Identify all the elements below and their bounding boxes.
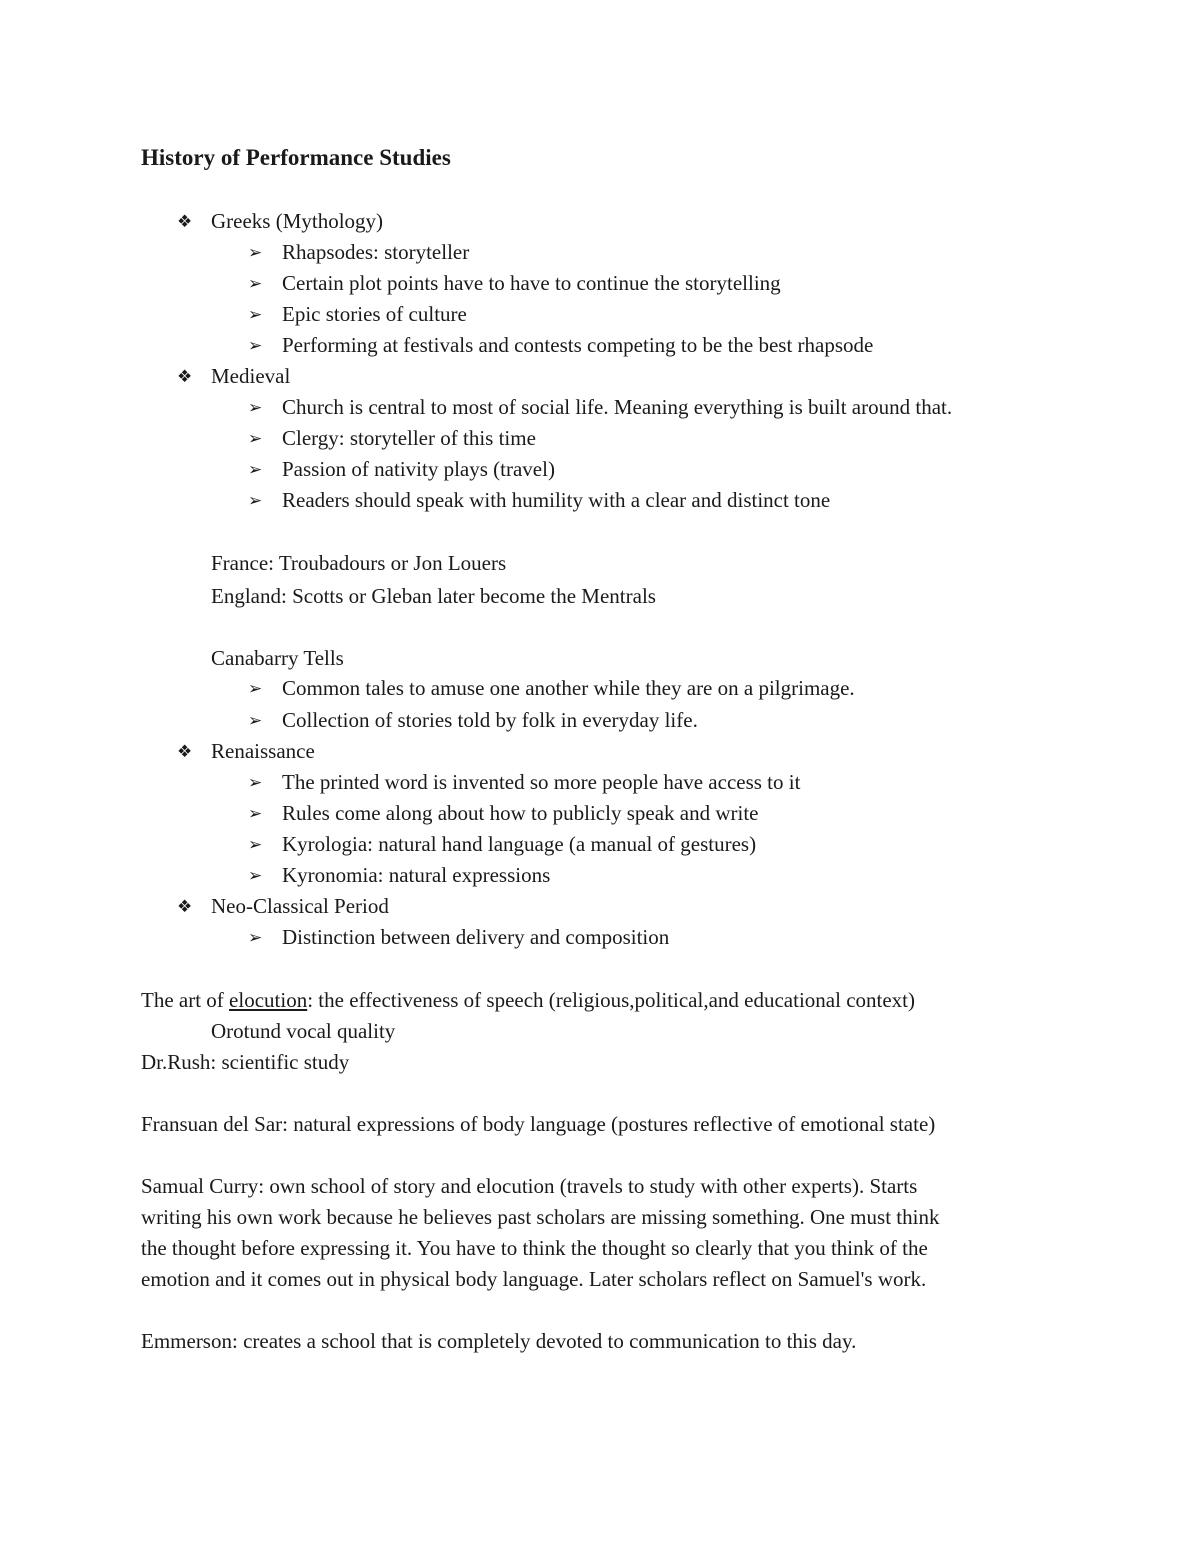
diamond-bullet-icon: ❖ [177,897,193,916]
section-heading-greeks: Greeks (Mythology) [211,209,384,233]
emmerson-line: Emmerson: creates a school that is completely devoted to communication to this day. [141,1329,857,1353]
section-heading-renaissance: Renaissance [211,739,315,763]
arrow-bullet-icon: ➢ [248,679,263,698]
list-item: Readers should speak with humility with a clear and distinct tone [282,488,831,512]
canabarry-heading: Canabarry Tells [211,646,344,670]
elocution-paragraph [141,986,915,1014]
list-item: Passion of nativity plays (travel) [282,457,555,481]
diamond-bullet-icon: ❖ [177,367,193,386]
elocution-term: elocution [229,988,308,1012]
arrow-bullet-icon: ➢ [248,491,263,510]
list-item: Rules come along about how to publicly speak and write [282,801,759,825]
list-item: The printed word is invented so more people have access to it [282,770,801,794]
arrow-bullet-icon: ➢ [248,866,263,885]
region-france: France: Troubadours or Jon Louers [211,551,507,575]
list-item: Kyronomia: natural expressions [282,863,551,887]
elocution-prefix: The art of [141,988,230,1012]
curry-paragraph-line: emotion and it comes out in physical body language. Later scholars reflect on Samuel's work. [141,1267,927,1291]
region-england: England: Scotts or Gleban later become the Mentrals [211,584,656,608]
list-item: Rhapsodes: storyteller [282,240,470,264]
diamond-bullet-icon: ❖ [177,742,193,761]
arrow-bullet-icon: ➢ [248,711,263,730]
arrow-bullet-icon: ➢ [248,773,263,792]
elocution-subline: Orotund vocal quality [211,1019,396,1043]
arrow-bullet-icon: ➢ [248,243,263,262]
rush-line: Dr.Rush: scientific study [141,1050,350,1074]
curry-paragraph-line: Samual Curry: own school of story and elocution (travels to study with other experts). Starts [141,1174,918,1198]
curry-paragraph-line: the thought before expressing it. You have to think the thought so clearly that you think of the [141,1236,928,1260]
arrow-bullet-icon: ➢ [248,305,263,324]
arrow-bullet-icon: ➢ [248,804,263,823]
delsar-line: Fransuan del Sar: natural expressions of body language (postures reflective of emotional state) [141,1112,936,1136]
section-heading-medieval: Medieval [211,364,291,388]
arrow-bullet-icon: ➢ [248,336,263,355]
list-item: Performing at festivals and contests competing to be the best rhapsode [282,333,874,357]
arrow-bullet-icon: ➢ [248,928,263,947]
list-item: Epic stories of culture [282,302,467,326]
list-item: Clergy: storyteller of this time [282,426,536,450]
arrow-bullet-icon: ➢ [248,835,263,854]
diamond-bullet-icon: ❖ [177,212,193,231]
page-title: History of Performance Studies [141,145,451,170]
list-item: Common tales to amuse one another while they are on a pilgrimage. [282,676,855,700]
list-item: Certain plot points have to have to continue the storytelling [282,271,781,295]
curry-paragraph-line: writing his own work because he believes past scholars are missing something. One must think [141,1205,940,1229]
arrow-bullet-icon: ➢ [248,398,263,417]
arrow-bullet-icon: ➢ [248,274,263,293]
arrow-bullet-icon: ➢ [248,460,263,479]
elocution-definition: : the effectiveness of speech (religious,political,and educational context) [307,988,916,1012]
section-heading-neoclassical: Neo-Classical Period [211,894,389,918]
list-item: Kyrologia: natural hand language (a manual of gestures) [282,832,757,856]
list-item: Church is central to most of social life. Meaning everything is built around that. [282,395,953,419]
list-item: Distinction between delivery and composition [282,925,670,949]
arrow-bullet-icon: ➢ [248,429,263,448]
list-item: Collection of stories told by folk in everyday life. [282,708,698,732]
